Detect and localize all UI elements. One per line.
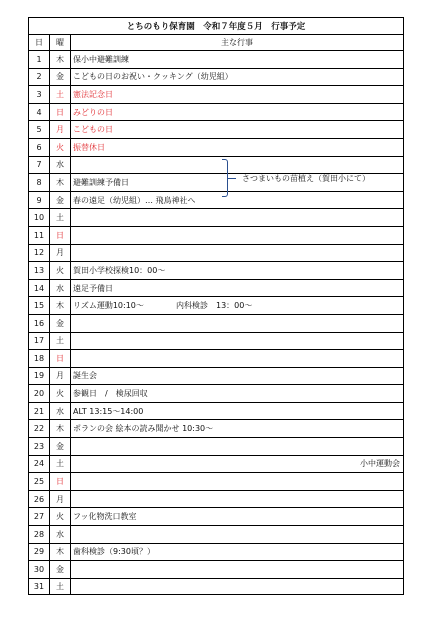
day-event-cell: [71, 297, 403, 314]
table-row: [28, 296, 404, 314]
bracket-note: さつまいもの苗植え（賀田小にて）: [242, 174, 370, 183]
day-date: 30: [29, 561, 50, 578]
day-weekday: 金: [50, 438, 71, 455]
table-row: [28, 314, 404, 332]
day-weekday: 木: [50, 51, 71, 68]
day-event: 参観日 / 検尿回収: [73, 389, 148, 399]
day-weekday: 月: [50, 491, 71, 508]
day-date: 21: [29, 403, 50, 420]
table-row: [28, 156, 404, 174]
table-row: [28, 507, 404, 525]
day-event-cell: [71, 280, 403, 297]
day-date: 16: [29, 315, 50, 332]
day-date: 22: [29, 420, 50, 437]
day-event-cell: [71, 104, 403, 121]
day-event-cell: [71, 456, 403, 473]
day-weekday: 土: [50, 456, 71, 473]
day-weekday: 土: [50, 209, 71, 226]
day-date: 25: [29, 473, 50, 490]
day-event-cell: [71, 51, 403, 68]
table-row: [28, 261, 404, 279]
table-row: [28, 402, 404, 420]
day-date: 23: [29, 438, 50, 455]
day-event-cell: [71, 227, 403, 244]
table-row: [28, 208, 404, 226]
day-event-cell: [71, 69, 403, 86]
day-event-cell: [71, 333, 403, 350]
day-weekday: 水: [50, 280, 71, 297]
day-weekday: 月: [50, 368, 71, 385]
day-date: 2: [29, 69, 50, 86]
day-weekday: 日: [50, 227, 71, 244]
day-date: 19: [29, 368, 50, 385]
day-date: 24: [29, 456, 50, 473]
day-event: ALT 13:15～14:00: [73, 406, 144, 416]
day-date: 6: [29, 139, 50, 156]
day-weekday: 金: [50, 315, 71, 332]
day-event: 歯科検診（9:30頃？）: [73, 547, 155, 557]
day-date: 8: [29, 174, 50, 191]
table-row: [28, 349, 404, 367]
day-date: 5: [29, 121, 50, 138]
day-weekday: 水: [50, 157, 71, 174]
day-weekday: 月: [50, 245, 71, 262]
day-event: 保小中避難訓練: [73, 54, 129, 64]
day-weekday: 土: [50, 333, 71, 350]
table-row: [28, 68, 404, 86]
day-weekday: 日: [50, 350, 71, 367]
day-event-cell: [71, 420, 403, 437]
day-event: 誕生会: [73, 371, 97, 381]
day-event-cell: [71, 192, 403, 209]
day-weekday: 水: [50, 526, 71, 543]
day-event-cell: [71, 561, 403, 578]
day-event: 憲法記念日: [73, 89, 113, 99]
day-event-cell: [71, 121, 403, 138]
table-row: [28, 543, 404, 561]
day-weekday: 木: [50, 420, 71, 437]
day-event-cell: [71, 368, 403, 385]
day-event-secondary: 内科検診 13：00～: [176, 301, 253, 311]
day-date: 4: [29, 104, 50, 121]
day-rows: [28, 50, 404, 595]
schedule-title: とちのもり保育園 令和７年度５月 行事予定: [28, 17, 404, 34]
table-row: [28, 120, 404, 138]
day-event-cell: [71, 262, 403, 279]
day-event-cell: [71, 86, 403, 103]
day-event: ポランの会 絵本の読み聞かせ 10:30～: [73, 424, 214, 434]
table-row: [28, 578, 404, 596]
day-date: 27: [29, 508, 50, 525]
table-row: [28, 419, 404, 437]
day-weekday: 金: [50, 192, 71, 209]
table-row: [28, 226, 404, 244]
day-event-cell: [71, 526, 403, 543]
day-date: 10: [29, 209, 50, 226]
day-weekday: 日: [50, 473, 71, 490]
day-date: 7: [29, 157, 50, 174]
table-row: [28, 560, 404, 578]
day-event: みどりの日: [73, 107, 113, 117]
day-event-cell: [71, 491, 403, 508]
day-weekday: 木: [50, 544, 71, 561]
table-row: [28, 367, 404, 385]
day-weekday: 金: [50, 561, 71, 578]
table-row: [28, 191, 404, 209]
day-event-cell: [71, 315, 403, 332]
day-weekday: 土: [50, 579, 71, 595]
day-weekday: 火: [50, 262, 71, 279]
day-event: 春の遠足（幼児組）… 飛鳥神社へ: [73, 195, 196, 205]
day-date: 13: [29, 262, 50, 279]
bracket-tick-line: [228, 178, 236, 179]
header-weekday: 曜: [50, 35, 71, 50]
table-row: [28, 50, 404, 68]
day-event: 賀田小学校探検10：00～: [73, 265, 166, 275]
day-event: 遠足予備日: [73, 283, 113, 293]
day-event-cell: [71, 209, 403, 226]
day-event: リズム運動10:10～: [73, 301, 144, 311]
day-event: フッ化物洗口教室: [73, 512, 137, 522]
day-event: こどもの日: [73, 125, 113, 135]
day-event-cell: [71, 350, 403, 367]
day-event-cell: [71, 544, 403, 561]
day-weekday: 水: [50, 403, 71, 420]
day-weekday: 火: [50, 508, 71, 525]
day-date: 9: [29, 192, 50, 209]
day-date: 28: [29, 526, 50, 543]
day-event-right: 小中運動会: [360, 459, 400, 469]
header-events: 主な行事: [221, 38, 253, 47]
day-event: 振替休日: [73, 142, 105, 152]
table-row: [28, 332, 404, 350]
table-row: [28, 472, 404, 490]
day-event-cell: [71, 473, 403, 490]
day-weekday: 月: [50, 121, 71, 138]
header-date: 日: [29, 35, 50, 50]
table-row: [28, 437, 404, 455]
day-weekday: 火: [50, 139, 71, 156]
day-date: 14: [29, 280, 50, 297]
day-weekday: 火: [50, 385, 71, 402]
day-date: 17: [29, 333, 50, 350]
day-event: 避難訓練予備日: [73, 177, 129, 187]
day-event-cell: [71, 403, 403, 420]
day-date: 12: [29, 245, 50, 262]
day-date: 15: [29, 297, 50, 314]
day-event-cell: [71, 157, 403, 174]
day-date: 31: [29, 579, 50, 595]
day-date: 26: [29, 491, 50, 508]
day-weekday: 土: [50, 86, 71, 103]
day-date: 11: [29, 227, 50, 244]
table-row: [28, 455, 404, 473]
day-weekday: 木: [50, 297, 71, 314]
table-row: [28, 138, 404, 156]
table-row: [28, 103, 404, 121]
table-row: [28, 85, 404, 103]
day-weekday: 日: [50, 104, 71, 121]
table-header: [28, 34, 404, 50]
schedule-sheet: [28, 17, 404, 595]
table-row: [28, 525, 404, 543]
day-date: 1: [29, 51, 50, 68]
day-weekday: 木: [50, 174, 71, 191]
day-event-cell: [71, 438, 403, 455]
day-date: 3: [29, 86, 50, 103]
table-row: [28, 490, 404, 508]
day-date: 18: [29, 350, 50, 367]
table-row: [28, 384, 404, 402]
table-row: [28, 279, 404, 297]
table-row: [28, 244, 404, 262]
day-event-cell: [71, 385, 403, 402]
day-event-cell: [71, 579, 403, 595]
day-event-cell: [71, 139, 403, 156]
day-weekday: 金: [50, 69, 71, 86]
day-event-cell: [71, 508, 403, 525]
day-event: こどもの日のお祝い・クッキング（幼児組）: [73, 72, 233, 82]
day-date: 29: [29, 544, 50, 561]
day-event-cell: [71, 245, 403, 262]
day-date: 20: [29, 385, 50, 402]
